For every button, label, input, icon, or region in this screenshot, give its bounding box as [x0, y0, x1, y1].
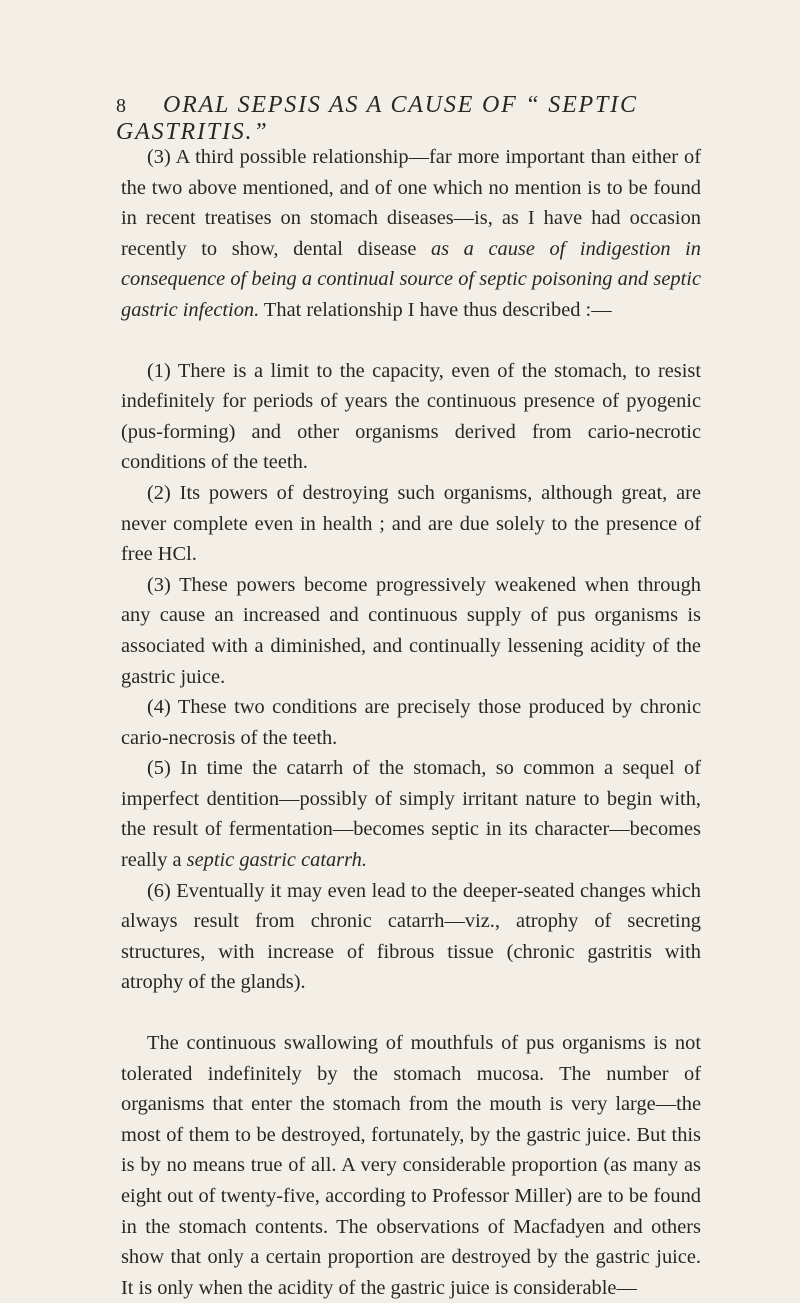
running-title: ORAL SEPSIS AS A CAUSE OF “ SEPTIC GASTRITIS.” — [116, 92, 638, 145]
paragraph-text: That relationship I have thus described :— — [259, 298, 612, 321]
paragraph-text: (5) In time the catarrh of the stomach, so common a sequel of imperfect dentition—possibly of simply irritant nature to begin with, the result of fermentation—becomes septic in its character—becomes really a — [121, 757, 701, 872]
body-text — [121, 142, 701, 1303]
paragraph-text: (3) A third possible relationship—far more important than either of the two above mentioned, and of one which no mention is to be found in recent treatises on stomach diseases—is, as I have had occasion recently to show, dental disease — [121, 146, 701, 260]
list-item-2: (2) Its powers of destroying such organisms, although great, are never complete even in health ; and are due solely to the presence of free HCl. — [121, 481, 701, 566]
list-item-1: (1) There is a limit to the capacity, even of the stomach, to resist indefinitely for periods of years the continuous presence of pyogenic (pus-forming) and other organisms derived from cario-necrotic conditions of the teeth. — [121, 359, 701, 474]
list-item-3: (3) These powers become progressively weakened when through any cause an increased and continuous supply of pus organisms is associated with a diminished, and continually lessening acidity of the gastric juice. — [121, 573, 701, 688]
italic-emphasis: as a cause of indigestion in consequence of being a continual source of septic poisoning and septic gastric infection. — [121, 237, 701, 321]
italic-emphasis: septic gastric catarrh. — [186, 849, 367, 872]
running-header — [116, 92, 740, 146]
page-number: 8 — [116, 95, 127, 117]
paragraph-continuous-swallowing: The continuous swallowing of mouthfuls of pus organisms is not tolerated indefinitely by the stomach mucosa. The number of organisms that enter the stomach from the mouth is very large—the most of them to be destroyed, fortunately, by the gastric juice. But this is by no means true of all. A very considerable proportion (as many as eight out of twenty-five, according to Professor Miller) are to be found in the stomach contents. The observations of Macfadyen and others show that only a certain proportion are destroyed by the gastric juice. It is only when the acidity of the gastric juice is considerable— — [121, 1032, 701, 1299]
list-item-4: (4) These two conditions are precisely those produced by chronic cario-necrosis of the teeth. — [121, 696, 701, 749]
list-item-6: (6) Eventually it may even lead to the deeper-seated changes which always result from chronic catarrh—viz., atrophy of secreting structures, with increase of fibrous tissue (chronic gastritis with atrophy of the glands). — [121, 879, 701, 994]
paragraph-third-relationship — [121, 142, 701, 326]
list-item-5 — [121, 753, 701, 875]
